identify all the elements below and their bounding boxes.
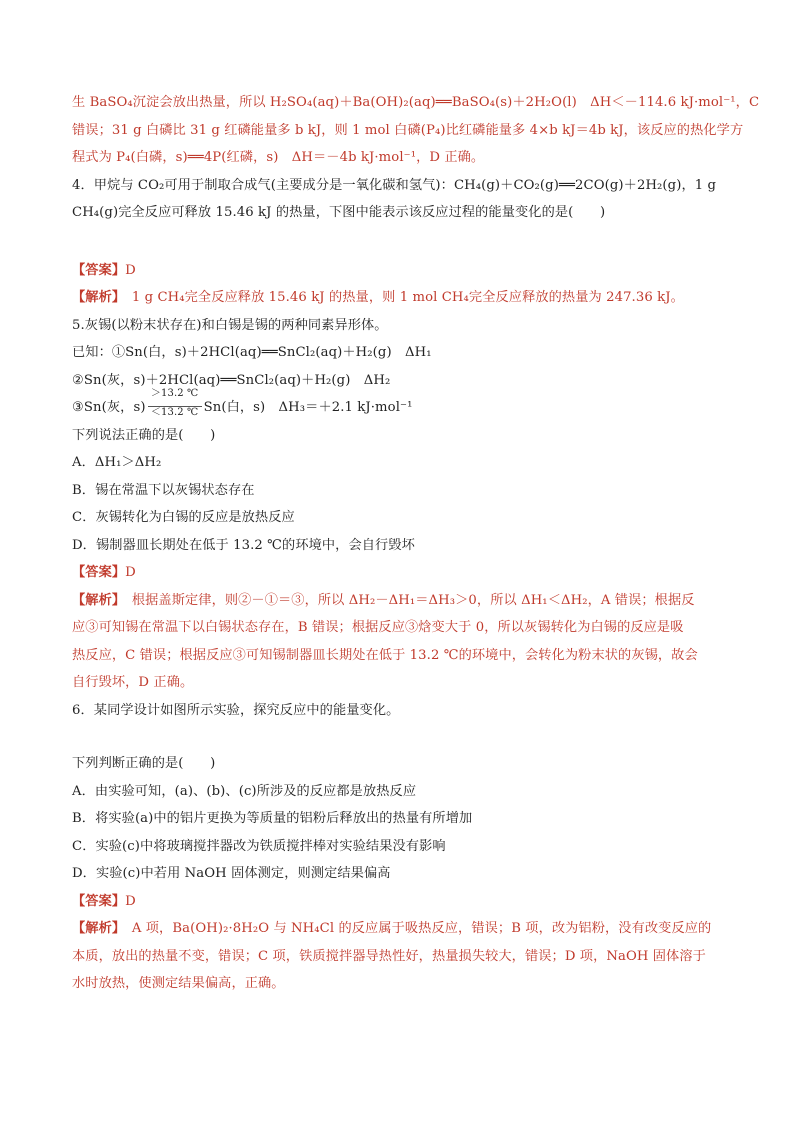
q6-analysis-line-1 — [72, 918, 724, 946]
answer-tag: 【答案】 — [72, 262, 126, 278]
q4-figure-space — [72, 230, 724, 260]
answer-tag: 【答案】 — [72, 565, 126, 580]
q5-known-3-right: Sn(白，s) ΔH₃＝＋2.1 kJ·mol⁻¹ — [203, 400, 413, 415]
q6-option-a: A．由实验可知，(a)、(b)、(c)所涉及的反应都是放热反应 — [72, 783, 417, 799]
q6-question: 下列判断正确的是( ) — [72, 756, 216, 771]
q5-known-1: 已知：①Sn(白，s)＋2HCl(aq)══SnCl₂(aq)＋H₂(g) ΔH₁ — [72, 345, 432, 360]
q5-option-c: C．灰锡转化为白锡的反应是放热反应 — [72, 510, 295, 525]
q6-option-c: C．实验(c)中将玻璃搅拌器改为铁质搅拌棒对实验结果没有影响 — [72, 838, 446, 854]
document-page — [72, 92, 760, 1001]
q5-analysis-line-2: 应③可知锡在常温下以白锡状态存在，B 错误；根据反应③焓变大于 0，所以灰锡转化为白锡的反应是吸 — [72, 620, 684, 635]
q4-answer — [72, 260, 724, 288]
q4-stem-line-2: CH₄(g)完全反应可释放 15.46 kJ 的热量，下图中能表示该反应过程的能量变化的是( ) — [72, 205, 606, 220]
q3-analysis-line-1: 生 BaSO₄沉淀会放出热量，所以 H₂SO₄(aq)＋Ba(OH)₂(aq)══BaSO₄(s)＋2H₂O(l) ΔH＜－114.6 kJ·mol⁻¹，C — [72, 95, 760, 110]
q5-analysis-line-1 — [72, 590, 724, 618]
analysis-tag: 【解析】 — [72, 290, 119, 305]
q5-option-b: B．锡在常温下以灰锡状态存在 — [72, 482, 255, 498]
answer-value: D — [125, 262, 136, 278]
q5-question: 下列说法正确的是( ) — [72, 427, 216, 443]
q6-answer — [72, 891, 724, 919]
q5-analysis-line-4: 自行毁坏，D 正确。 — [72, 675, 194, 690]
answer-value: D — [125, 565, 136, 580]
analysis-tag: 【解析】 — [72, 921, 119, 936]
q3-analysis-line-2: 错误；31 g 白磷比 31 g 红磷能量多 b kJ，则 1 mol 白磷(P₄)比红磷能量多 4×b kJ＝4b kJ，该反应的热化学方 — [72, 122, 744, 138]
condition-bottom: ＜13.2 ℃ — [150, 407, 199, 418]
q4-stem-line-1: 4．甲烷与 CO₂可用于制取合成气(主要成分是一氧化碳和氢气)：CH₄(g)＋CO₂(g)══2CO(g)＋2H₂(g)，1 g — [72, 177, 717, 193]
q6-figure-space — [72, 727, 724, 753]
analysis-text: A 项，Ba(OH)₂·8H₂O 与 NH₄Cl 的反应属于吸热反应，错误；B 项，改为铝粉，没有改变反应的 — [118, 921, 712, 936]
q5-known-2: ②Sn(灰，s)＋2HCl(aq)══SnCl₂(aq)＋H₂(g) ΔH₂ — [72, 372, 391, 388]
q6-analysis-line-2: 本质，放出的热量不变，错误；C 项，铁质搅拌器导热性好，热量损失较大，错误；D 项，NaOH 固体溶于 — [72, 948, 706, 964]
q4-analysis — [72, 287, 724, 315]
q5-intro: 5.灰锡(以粉末状存在)和白锡是锡的两种同素异形体。 — [72, 317, 388, 333]
answer-value: D — [125, 893, 136, 909]
q5-known-3-left: ③Sn(灰，s) — [72, 400, 146, 415]
q6-option-b: B．将实验(a)中的铝片更换为等质量的铝粉后释放出的热量有所增加 — [72, 811, 473, 826]
condition-top: ＞13.2 ℃ — [150, 388, 199, 399]
q5-option-d: D．锡制器皿长期处在低于 13.2 ℃的环境中，会自行毁坏 — [72, 537, 415, 553]
q6-option-d: D．实验(c)中若用 NaOH 固体测定，则测定结果偏高 — [72, 866, 391, 881]
analysis-text: 1 g CH₄完全反应释放 15.46 kJ 的热量，则 1 mol CH₄完全反应释放的热量为 247.36 kJ。 — [118, 290, 684, 305]
answer-tag: 【答案】 — [72, 893, 126, 909]
q5-analysis-line-3: 热反应，C 错误；根据反应③可知锡制器皿长期处在低于 13.2 ℃的环境中，会转化为粉末状的灰锡，故会 — [72, 647, 698, 663]
q3-analysis-line-3: 程式为 P₄(白磷，s)══4P(红磷，s) ΔH＝－4b kJ·mol⁻¹，D 正确。 — [72, 150, 485, 165]
reaction-condition — [146, 388, 204, 419]
analysis-tag: 【解析】 — [72, 592, 119, 608]
q6-intro: 6．某同学设计如图所示实验，探究反应中的能量变化。 — [72, 702, 400, 718]
q5-option-a: A．ΔH₁＞ΔH₂ — [72, 455, 162, 470]
q6-analysis-line-3: 水时放热，使测定结果偏高，正确。 — [72, 976, 285, 991]
q5-answer — [72, 562, 724, 590]
q5-known-3 — [72, 388, 724, 425]
analysis-text: 根据盖斯定律，则②－①＝③，所以 ΔH₂－ΔH₁＝ΔH₃＞0，所以 ΔH₁＜ΔH₂，A 错误；根据反 — [118, 592, 695, 608]
